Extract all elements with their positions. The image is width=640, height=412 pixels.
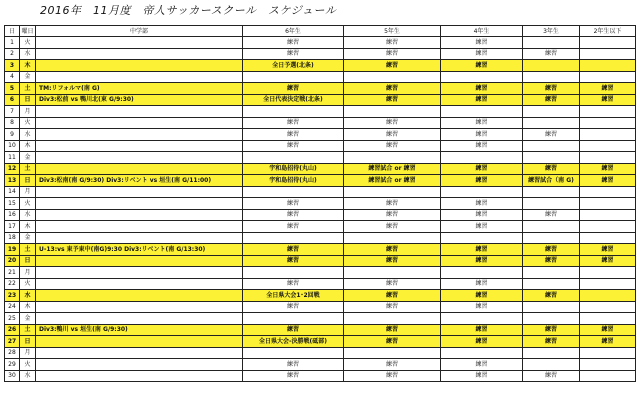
table-row <box>5 94 636 106</box>
cell-grade-2-below <box>580 232 636 244</box>
cell-grade-2-below: 練習 <box>580 163 636 175</box>
cell-weekday: 木 <box>20 301 36 313</box>
cell-grade-2-below <box>580 359 636 371</box>
cell-day: 24 <box>5 301 20 313</box>
cell-grade-6: 練習 <box>243 209 344 221</box>
cell-grade-5: 練習 <box>344 359 441 371</box>
cell-day: 13 <box>5 175 20 187</box>
cell-grade-5 <box>344 71 441 83</box>
cell-day: 9 <box>5 129 20 141</box>
header-weekday: 曜日 <box>21 27 34 35</box>
cell-day: 15 <box>5 198 20 210</box>
cell-day: 23 <box>5 290 20 302</box>
cell-grade-4 <box>441 71 523 83</box>
cell-day: 28 <box>5 347 20 359</box>
cell-grade-6: 練習 <box>243 83 344 95</box>
cell-grade-6: 宇和島招待(丸山) <box>243 163 344 175</box>
table-row <box>5 336 636 348</box>
cell-day: 21 <box>5 267 20 279</box>
cell-grade-4: 練習 <box>441 278 523 290</box>
cell-grade-4 <box>441 152 523 164</box>
cell-grade-4: 練習 <box>441 324 523 336</box>
cell-grade-4 <box>441 313 523 325</box>
cell-junior-high: Div3:松前 vs 鴨川北(東 G/9:30) <box>36 94 243 106</box>
header-grade-4: 4年生 <box>441 26 523 37</box>
cell-weekday: 日 <box>20 336 36 348</box>
cell-weekday: 火 <box>20 359 36 371</box>
cell-grade-5 <box>344 232 441 244</box>
cell-grade-2-below <box>580 140 636 152</box>
cell-day: 17 <box>5 221 20 233</box>
cell-grade-2-below <box>580 106 636 118</box>
table-row <box>5 152 636 164</box>
cell-weekday: 日 <box>20 94 36 106</box>
cell-day: 3 <box>5 60 20 72</box>
cell-grade-5: 練習試合 or 練習 <box>344 175 441 187</box>
cell-grade-3 <box>523 198 580 210</box>
cell-grade-6: 全日代表決定戦(北条) <box>243 94 344 106</box>
table-row <box>5 244 636 256</box>
cell-grade-2-below <box>580 278 636 290</box>
cell-grade-2-below <box>580 370 636 382</box>
cell-grade-5: 練習 <box>344 221 441 233</box>
cell-grade-2-below: 練習 <box>580 336 636 348</box>
cell-day: 29 <box>5 359 20 371</box>
cell-day: 1 <box>5 37 20 49</box>
table-row <box>5 83 636 95</box>
cell-junior-high <box>36 186 243 198</box>
cell-grade-5: 練習 <box>344 370 441 382</box>
cell-grade-5: 練習 <box>344 244 441 256</box>
cell-grade-2-below <box>580 60 636 72</box>
cell-grade-4: 練習 <box>441 336 523 348</box>
cell-grade-2-below: 練習 <box>580 83 636 95</box>
cell-grade-6: 練習 <box>243 255 344 267</box>
table-row <box>5 140 636 152</box>
cell-junior-high <box>36 370 243 382</box>
cell-junior-high <box>36 37 243 49</box>
cell-junior-high <box>36 209 243 221</box>
header-junior-high: 中学部 <box>36 26 243 37</box>
table-row <box>5 278 636 290</box>
cell-grade-4: 練習 <box>441 163 523 175</box>
cell-grade-4: 練習 <box>441 37 523 49</box>
cell-grade-6: 宇和島招待(丸山) <box>243 175 344 187</box>
cell-grade-4: 練習 <box>441 198 523 210</box>
cell-junior-high: U-13:vs 東予東中(南G)9:30 Div3:リベント(南 G/13:30) <box>36 244 243 256</box>
cell-junior-high <box>36 255 243 267</box>
schedule-body <box>5 37 636 382</box>
cell-grade-6: 全日県大会-決勝戦(砥部) <box>243 336 344 348</box>
cell-grade-3 <box>523 232 580 244</box>
cell-weekday: 水 <box>20 129 36 141</box>
cell-weekday: 火 <box>20 117 36 129</box>
cell-grade-4: 練習 <box>441 370 523 382</box>
cell-grade-2-below <box>580 221 636 233</box>
cell-weekday: 土 <box>20 163 36 175</box>
cell-grade-3 <box>523 60 580 72</box>
table-row <box>5 255 636 267</box>
cell-weekday: 月 <box>20 267 36 279</box>
cell-grade-3: 練習 <box>523 209 580 221</box>
header-grade-2-below: 2年生以下 <box>580 26 636 37</box>
cell-grade-3: 練習 <box>523 83 580 95</box>
table-row <box>5 117 636 129</box>
cell-grade-2-below: 練習 <box>580 255 636 267</box>
cell-day: 18 <box>5 232 20 244</box>
cell-grade-2-below: 練習 <box>580 94 636 106</box>
cell-grade-3 <box>523 347 580 359</box>
cell-grade-5 <box>344 313 441 325</box>
table-row <box>5 175 636 187</box>
cell-grade-6: 練習 <box>243 244 344 256</box>
table-row <box>5 290 636 302</box>
cell-weekday: 金 <box>20 313 36 325</box>
table-row <box>5 60 636 72</box>
table-row <box>5 347 636 359</box>
cell-grade-6: 全日予選(北条) <box>243 60 344 72</box>
cell-grade-2-below <box>580 301 636 313</box>
cell-day: 30 <box>5 370 20 382</box>
cell-grade-3: 練習 <box>523 290 580 302</box>
cell-grade-4 <box>441 267 523 279</box>
table-row <box>5 359 636 371</box>
cell-grade-2-below: 練習 <box>580 175 636 187</box>
cell-grade-4: 練習 <box>441 221 523 233</box>
cell-junior-high <box>36 301 243 313</box>
cell-day: 16 <box>5 209 20 221</box>
cell-grade-6 <box>243 347 344 359</box>
cell-grade-2-below: 練習 <box>580 324 636 336</box>
cell-junior-high <box>36 129 243 141</box>
cell-grade-5: 練習 <box>344 198 441 210</box>
cell-grade-2-below <box>580 347 636 359</box>
cell-day: 22 <box>5 278 20 290</box>
cell-junior-high <box>36 359 243 371</box>
cell-grade-2-below <box>580 313 636 325</box>
cell-weekday: 水 <box>20 48 36 60</box>
table-row <box>5 221 636 233</box>
cell-grade-3 <box>523 267 580 279</box>
cell-grade-5: 練習試合 or 練習 <box>344 163 441 175</box>
cell-day: 19 <box>5 244 20 256</box>
cell-grade-3: 練習試合（南 G) <box>523 175 580 187</box>
table-row <box>5 232 636 244</box>
cell-grade-3: 練習 <box>523 163 580 175</box>
table-row <box>5 267 636 279</box>
cell-grade-3: 練習 <box>523 48 580 60</box>
cell-grade-5: 練習 <box>344 117 441 129</box>
cell-grade-4: 練習 <box>441 83 523 95</box>
cell-grade-5: 練習 <box>344 94 441 106</box>
table-row <box>5 48 636 60</box>
cell-grade-5 <box>344 267 441 279</box>
cell-grade-5: 練習 <box>344 301 441 313</box>
cell-grade-3: 練習 <box>523 336 580 348</box>
cell-grade-4: 練習 <box>441 301 523 313</box>
cell-grade-2-below <box>580 267 636 279</box>
cell-grade-2-below <box>580 152 636 164</box>
cell-junior-high: TM:リフォルマ(南 G) <box>36 83 243 95</box>
cell-grade-4: 練習 <box>441 140 523 152</box>
cell-weekday: 土 <box>20 244 36 256</box>
cell-grade-3 <box>523 186 580 198</box>
cell-day: 5 <box>5 83 20 95</box>
cell-junior-high <box>36 290 243 302</box>
cell-grade-5 <box>344 347 441 359</box>
table-row <box>5 324 636 336</box>
cell-grade-6 <box>243 186 344 198</box>
table-row <box>5 301 636 313</box>
cell-grade-5: 練習 <box>344 209 441 221</box>
schedule-table <box>4 25 636 382</box>
cell-grade-4 <box>441 186 523 198</box>
cell-junior-high: Div3:松南(南 G/9:30) Div3:リベント vs 垣生(南 G/11:00) <box>36 175 243 187</box>
cell-weekday: 土 <box>20 83 36 95</box>
cell-day: 7 <box>5 106 20 118</box>
cell-grade-6: 練習 <box>243 198 344 210</box>
cell-grade-2-below: 練習 <box>580 244 636 256</box>
cell-grade-3: 練習 <box>523 94 580 106</box>
cell-grade-3 <box>523 152 580 164</box>
cell-grade-4: 練習 <box>441 117 523 129</box>
cell-junior-high <box>36 163 243 175</box>
cell-weekday: 月 <box>20 347 36 359</box>
cell-junior-high <box>36 71 243 83</box>
cell-grade-5: 練習 <box>344 83 441 95</box>
cell-grade-4: 練習 <box>441 255 523 267</box>
cell-grade-6: 練習 <box>243 301 344 313</box>
cell-day: 2 <box>5 48 20 60</box>
cell-grade-4: 練習 <box>441 244 523 256</box>
cell-weekday: 水 <box>20 209 36 221</box>
cell-grade-6: 練習 <box>243 221 344 233</box>
cell-junior-high <box>36 60 243 72</box>
table-row <box>5 186 636 198</box>
cell-junior-high <box>36 232 243 244</box>
cell-junior-high <box>36 152 243 164</box>
cell-day: 20 <box>5 255 20 267</box>
cell-weekday: 木 <box>20 140 36 152</box>
cell-grade-5: 練習 <box>344 336 441 348</box>
cell-weekday: 金 <box>20 232 36 244</box>
cell-grade-6 <box>243 106 344 118</box>
cell-grade-4 <box>441 347 523 359</box>
cell-weekday: 火 <box>20 278 36 290</box>
cell-weekday: 土 <box>20 324 36 336</box>
cell-junior-high <box>36 117 243 129</box>
cell-grade-3: 練習 <box>523 324 580 336</box>
cell-junior-high <box>36 221 243 233</box>
cell-grade-6 <box>243 267 344 279</box>
cell-grade-3 <box>523 106 580 118</box>
cell-weekday: 日 <box>20 175 36 187</box>
cell-grade-2-below <box>580 198 636 210</box>
page-title: 2016年 11月度 帝人サッカースクール スケジュール <box>40 4 337 17</box>
cell-grade-4: 練習 <box>441 175 523 187</box>
cell-grade-5: 練習 <box>344 278 441 290</box>
cell-grade-3 <box>523 313 580 325</box>
cell-grade-6: 練習 <box>243 324 344 336</box>
cell-weekday: 水 <box>20 290 36 302</box>
cell-day: 26 <box>5 324 20 336</box>
cell-grade-4: 練習 <box>441 129 523 141</box>
cell-grade-3 <box>523 37 580 49</box>
cell-grade-3 <box>523 71 580 83</box>
cell-grade-6: 練習 <box>243 370 344 382</box>
cell-grade-3: 練習 <box>523 255 580 267</box>
table-row <box>5 313 636 325</box>
table-row <box>5 71 636 83</box>
cell-grade-2-below <box>580 186 636 198</box>
cell-grade-6: 練習 <box>243 37 344 49</box>
cell-grade-3 <box>523 221 580 233</box>
cell-grade-5: 練習 <box>344 140 441 152</box>
cell-grade-5: 練習 <box>344 37 441 49</box>
cell-grade-5: 練習 <box>344 290 441 302</box>
cell-grade-3 <box>523 140 580 152</box>
cell-junior-high <box>36 140 243 152</box>
cell-grade-2-below <box>580 290 636 302</box>
cell-grade-3: 練習 <box>523 370 580 382</box>
cell-grade-5: 練習 <box>344 255 441 267</box>
cell-weekday: 月 <box>20 106 36 118</box>
cell-grade-2-below <box>580 37 636 49</box>
cell-grade-3 <box>523 278 580 290</box>
cell-weekday: 金 <box>20 152 36 164</box>
cell-grade-5: 練習 <box>344 324 441 336</box>
cell-grade-6: 練習 <box>243 278 344 290</box>
cell-grade-4 <box>441 106 523 118</box>
cell-grade-6 <box>243 71 344 83</box>
table-row <box>5 129 636 141</box>
cell-grade-4 <box>441 232 523 244</box>
table-row <box>5 198 636 210</box>
cell-grade-4: 練習 <box>441 290 523 302</box>
cell-weekday: 火 <box>20 37 36 49</box>
header-day: 日 <box>5 26 20 37</box>
cell-grade-5 <box>344 186 441 198</box>
cell-weekday: 金 <box>20 71 36 83</box>
cell-junior-high <box>36 48 243 60</box>
cell-grade-2-below <box>580 117 636 129</box>
cell-grade-2-below <box>580 129 636 141</box>
cell-grade-6 <box>243 152 344 164</box>
cell-grade-5 <box>344 106 441 118</box>
cell-day: 25 <box>5 313 20 325</box>
cell-weekday: 木 <box>20 60 36 72</box>
cell-grade-3: 練習 <box>523 129 580 141</box>
cell-junior-high <box>36 313 243 325</box>
header-grade-3: 3年生 <box>523 26 580 37</box>
cell-grade-6: 練習 <box>243 140 344 152</box>
header-grade-5: 5年生 <box>344 26 441 37</box>
cell-weekday: 水 <box>20 370 36 382</box>
header-grade-6: 6年生 <box>243 26 344 37</box>
cell-junior-high <box>36 106 243 118</box>
cell-grade-6: 練習 <box>243 48 344 60</box>
cell-weekday: 木 <box>20 221 36 233</box>
table-row <box>5 106 636 118</box>
cell-grade-3 <box>523 301 580 313</box>
cell-grade-4: 練習 <box>441 48 523 60</box>
cell-day: 27 <box>5 336 20 348</box>
cell-junior-high <box>36 267 243 279</box>
table-row <box>5 370 636 382</box>
table-row <box>5 163 636 175</box>
cell-grade-6: 練習 <box>243 117 344 129</box>
cell-grade-2-below <box>580 48 636 60</box>
cell-grade-5: 練習 <box>344 129 441 141</box>
cell-junior-high: Div3:鴨川 vs 垣生(南 G/9:30) <box>36 324 243 336</box>
cell-day: 10 <box>5 140 20 152</box>
cell-grade-6: 全日県大会1･2回戦 <box>243 290 344 302</box>
cell-day: 6 <box>5 94 20 106</box>
cell-grade-6: 練習 <box>243 129 344 141</box>
header-row <box>5 26 636 37</box>
cell-grade-3: 練習 <box>523 244 580 256</box>
cell-junior-high <box>36 198 243 210</box>
cell-weekday: 月 <box>20 186 36 198</box>
cell-junior-high <box>36 347 243 359</box>
cell-grade-3 <box>523 359 580 371</box>
cell-grade-4: 練習 <box>441 60 523 72</box>
cell-grade-2-below <box>580 71 636 83</box>
cell-day: 12 <box>5 163 20 175</box>
cell-grade-2-below <box>580 209 636 221</box>
cell-grade-4: 練習 <box>441 94 523 106</box>
cell-grade-3 <box>523 117 580 129</box>
cell-weekday: 日 <box>20 255 36 267</box>
cell-grade-6 <box>243 313 344 325</box>
cell-grade-4: 練習 <box>441 209 523 221</box>
cell-grade-5: 練習 <box>344 48 441 60</box>
cell-day: 4 <box>5 71 20 83</box>
cell-weekday: 火 <box>20 198 36 210</box>
table-row <box>5 209 636 221</box>
cell-grade-6: 練習 <box>243 359 344 371</box>
cell-grade-6 <box>243 232 344 244</box>
cell-day: 11 <box>5 152 20 164</box>
cell-grade-4: 練習 <box>441 359 523 371</box>
cell-junior-high <box>36 278 243 290</box>
cell-grade-5 <box>344 152 441 164</box>
cell-grade-5: 練習 <box>344 60 441 72</box>
cell-junior-high <box>36 336 243 348</box>
cell-day: 8 <box>5 117 20 129</box>
table-row <box>5 37 636 49</box>
cell-day: 14 <box>5 186 20 198</box>
